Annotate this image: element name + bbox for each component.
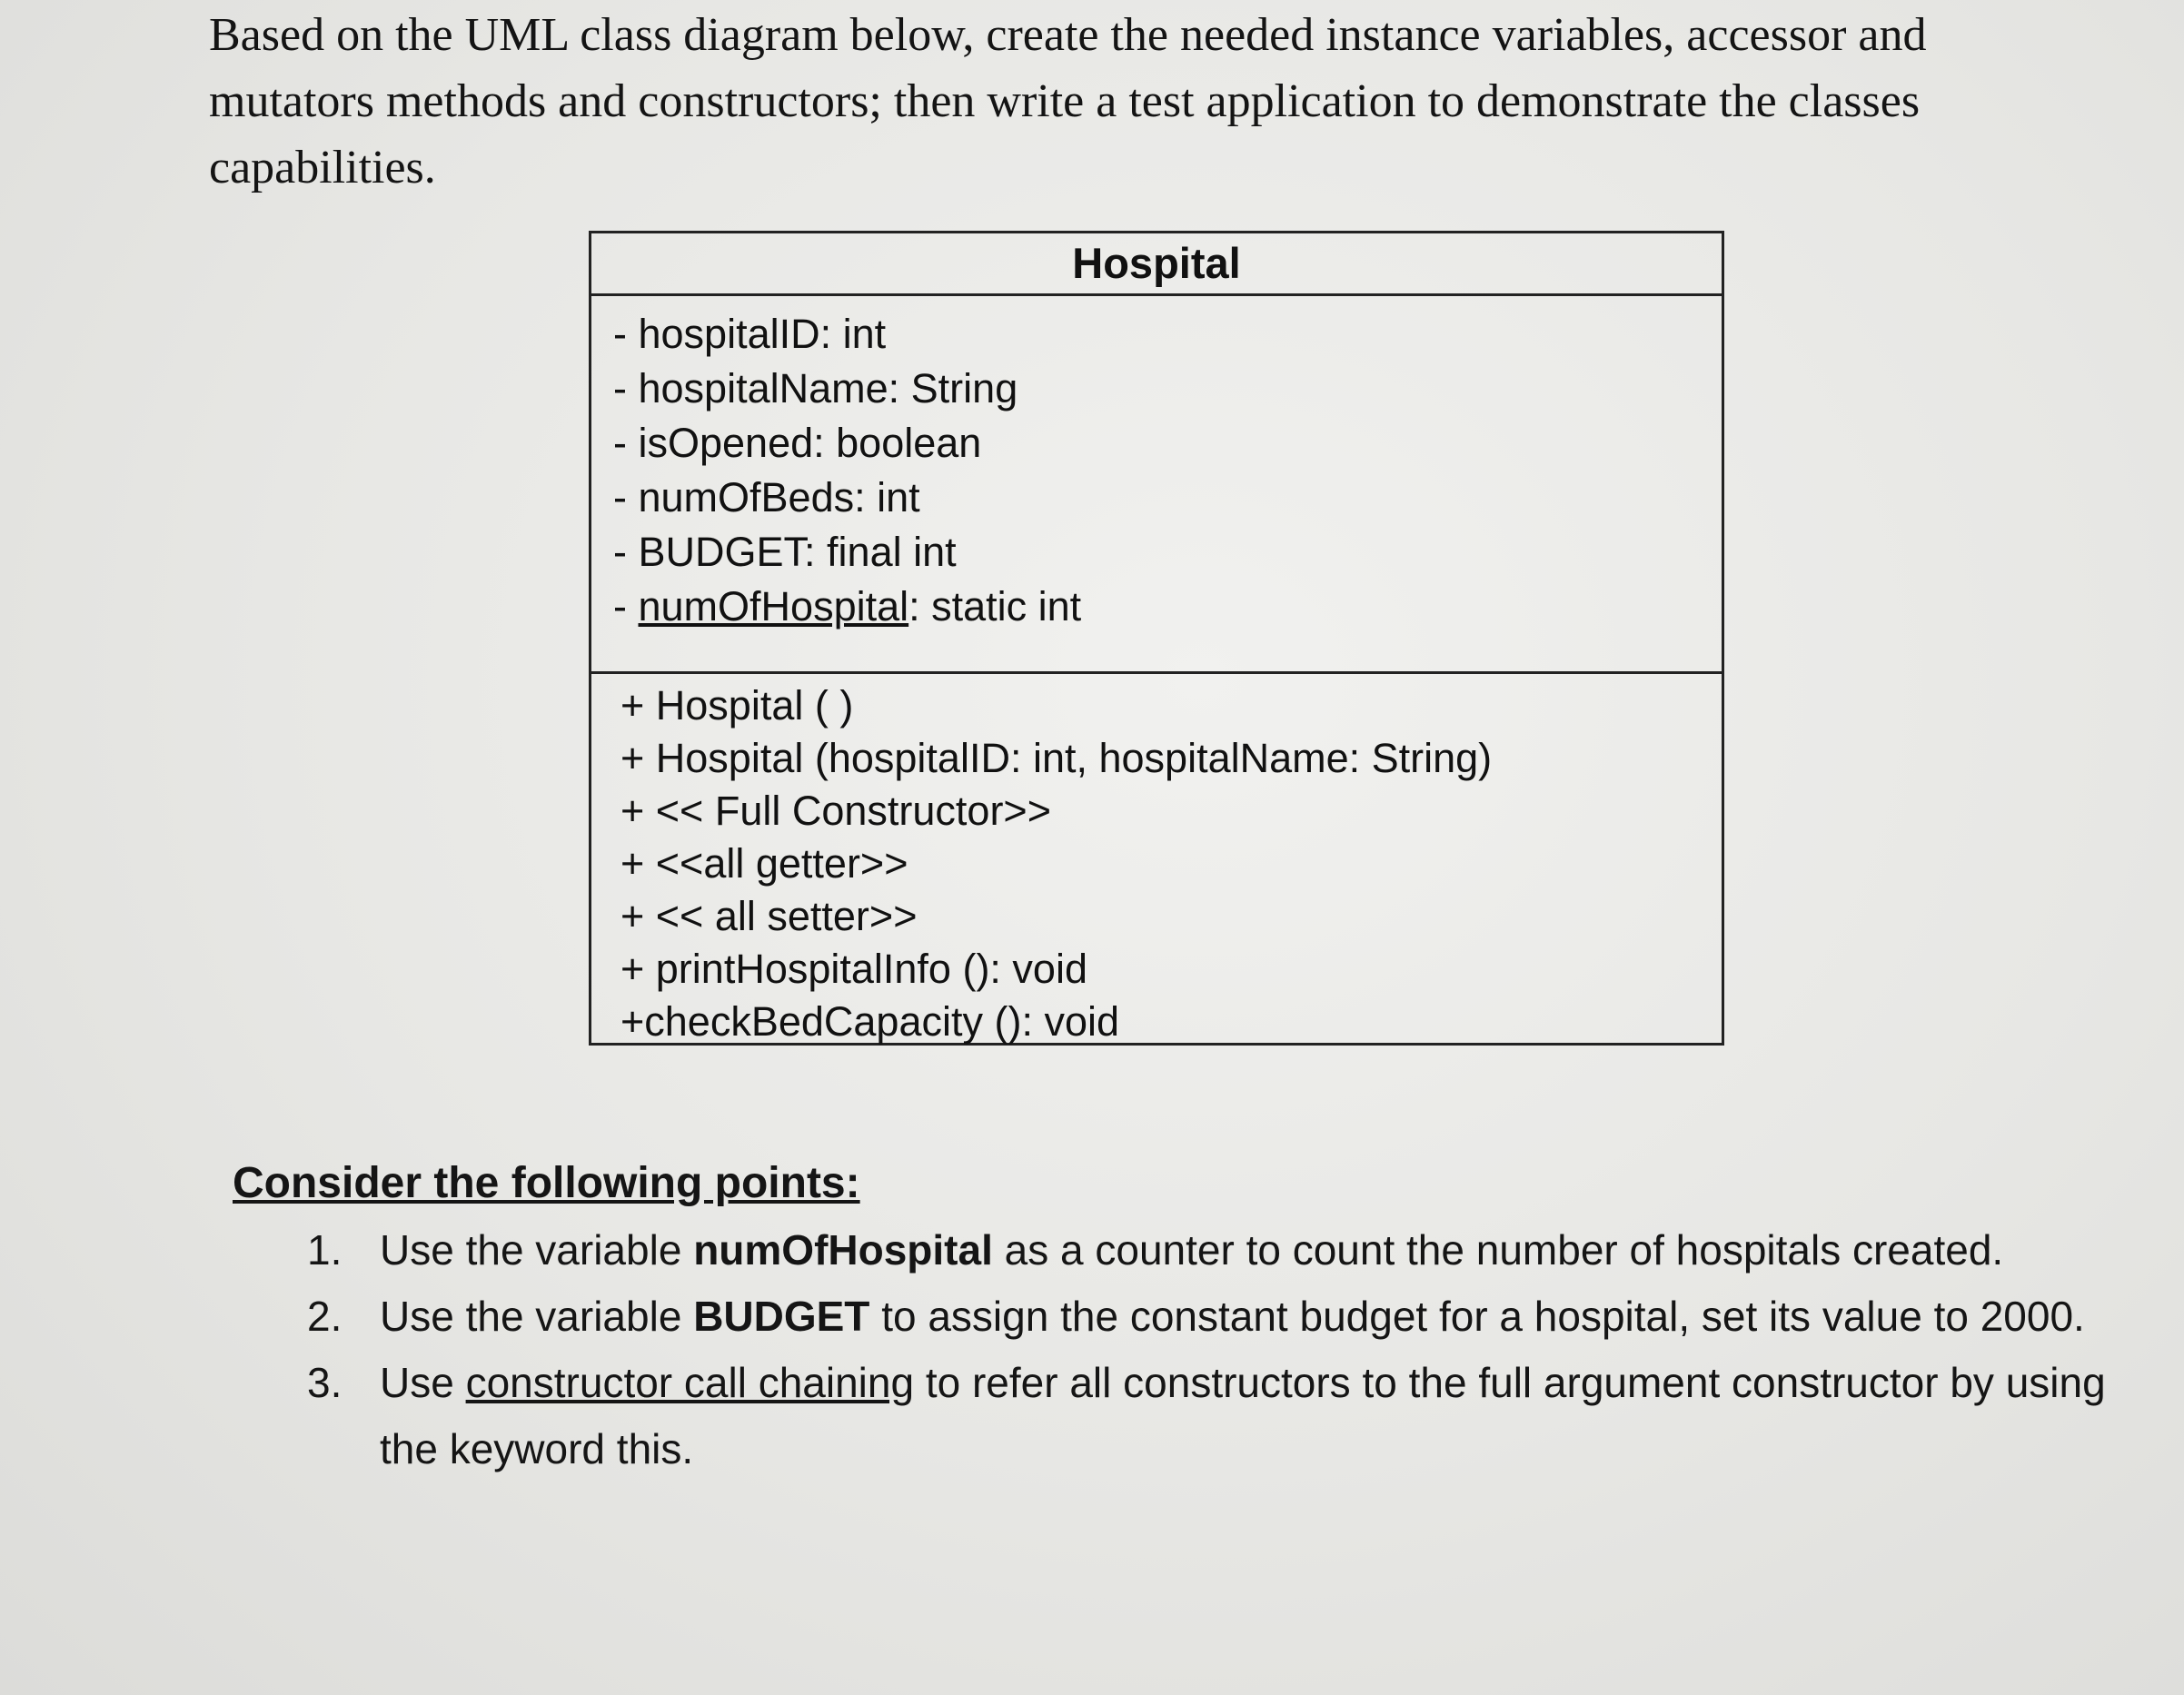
- point-number: 3.: [307, 1359, 342, 1406]
- point-text: as a counter to count the number of hospitals created.: [992, 1226, 2004, 1274]
- uml-attribute-static: [613, 580, 1722, 634]
- attribute-type: : boolean: [813, 420, 982, 466]
- uml-attribute: [613, 416, 1722, 471]
- uml-method: + Hospital (hospitalID: int, hospitalName: String): [620, 735, 1493, 781]
- point-keyword: BUDGET: [693, 1293, 870, 1340]
- attribute-visibility: -: [613, 311, 639, 357]
- uml-methods-section: [591, 674, 1722, 1048]
- attribute-name: hospitalName: [638, 365, 888, 411]
- uml-class-diagram: [589, 231, 1724, 1046]
- point-text: Use: [380, 1359, 466, 1406]
- points-section: [233, 1152, 2140, 1482]
- point-item: [233, 1350, 2140, 1482]
- uml-method: + Hospital ( ): [620, 682, 854, 729]
- attribute-visibility: -: [613, 583, 639, 629]
- uml-class-name: Hospital: [591, 233, 1722, 296]
- attribute-visibility: -: [613, 474, 639, 520]
- attribute-name: BUDGET: [638, 529, 805, 575]
- uml-method: + printHospitalInfo (): void: [620, 946, 1087, 992]
- uml-method: + << all setter>>: [620, 893, 918, 939]
- point-item: [233, 1217, 2140, 1284]
- point-text: Use the variable: [380, 1226, 694, 1274]
- point-number: 2.: [307, 1293, 342, 1340]
- attribute-type: : int: [819, 311, 887, 357]
- uml-attribute: [613, 362, 1722, 416]
- uml-attribute: [613, 471, 1722, 525]
- uml-method: + <<all getter>>: [620, 840, 908, 887]
- attribute-type: : String: [888, 365, 1018, 411]
- uml-attribute: [613, 307, 1722, 362]
- attribute-type: : static int: [908, 583, 1082, 629]
- point-text: Use the variable: [380, 1293, 694, 1340]
- points-heading: Consider the following points:: [233, 1159, 860, 1207]
- uml-method: + << Full Constructor>>: [620, 788, 1051, 834]
- attribute-visibility: -: [613, 365, 639, 411]
- uml-attribute: [613, 525, 1722, 580]
- point-text: to assign the constant budget for a hospital, set its value to 2000.: [869, 1293, 2085, 1340]
- instructions-paragraph: Based on the UML class diagram below, create the needed instance variables, accessor and mutators methods and constructors; then write a test application to demonstrate the classes capabilities.: [209, 9, 1927, 193]
- attribute-name: hospitalID: [638, 311, 820, 357]
- point-item: [233, 1284, 2140, 1350]
- attribute-visibility: -: [613, 420, 639, 466]
- uml-attributes-section: [591, 296, 1722, 674]
- point-number: 1.: [307, 1226, 342, 1274]
- attribute-name: numOfHospital: [638, 583, 909, 629]
- point-underlined-term: constructor call chaining: [465, 1359, 915, 1406]
- attribute-type: : int: [854, 474, 920, 520]
- point-keyword: numOfHospital: [693, 1226, 993, 1274]
- attribute-type: : final int: [804, 529, 957, 575]
- attribute-visibility: -: [613, 529, 639, 575]
- uml-method: +checkBedCapacity (): void: [620, 998, 1120, 1045]
- attribute-name: numOfBeds: [638, 474, 855, 520]
- attribute-name: isOpened: [638, 420, 814, 466]
- point-text: to refer all constructors to the full argument constructor by using the keyword this.: [380, 1359, 2106, 1472]
